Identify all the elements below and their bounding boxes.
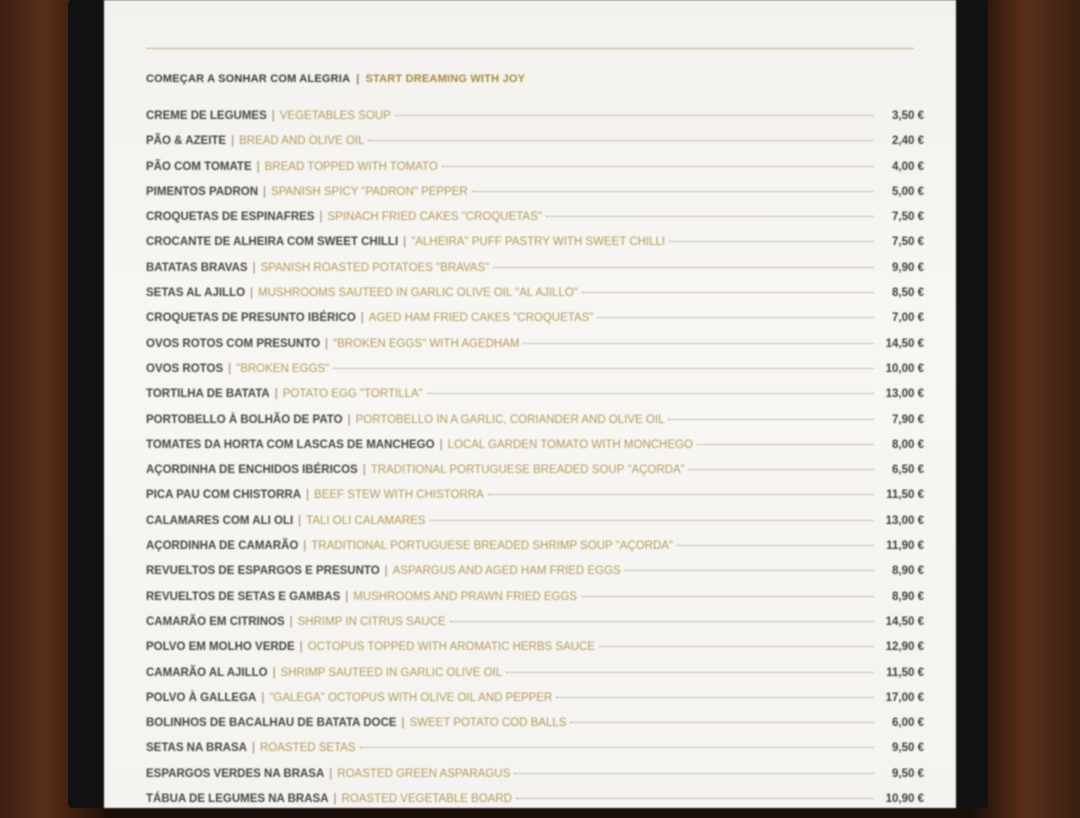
item-price: 7,90 €	[892, 413, 924, 426]
item-separator: |	[362, 464, 366, 477]
item-name-en: VEGETABLES SOUP	[279, 110, 391, 122]
item-name-en: "GALEGA" OCTOPUS WITH OLIVE OIL AND PEPPER	[269, 691, 553, 704]
item-name-en: ROASTED VEGETABLE BOARD	[341, 793, 512, 806]
item-price: 17,00 €	[885, 691, 924, 704]
item-price: 11,50 €	[886, 489, 924, 502]
item-name-pt: PÃO & AZEITE	[146, 135, 227, 148]
item-name-pt: CAMARÃO EM CITRINOS	[146, 615, 285, 628]
item-separator: |	[360, 312, 364, 325]
dot-leader	[523, 343, 874, 344]
item-name-en: ROASTED GREEN ASPARAGUS	[337, 767, 511, 780]
item-name-pt: PORTOBELLO À BOLHÃO DE PATO	[146, 413, 343, 426]
item-price: 7,00 €	[892, 312, 924, 325]
item-name-pt: ESPARGOS VERDES NA BRASA	[146, 767, 325, 780]
item-price: 4,00 €	[892, 160, 924, 173]
item-price: 8,50 €	[892, 287, 924, 300]
item-price: 3,50 €	[892, 110, 924, 122]
menu-item	[146, 591, 924, 616]
item-name-pt: CAMARÃO AL AJILLO	[146, 666, 268, 679]
item-name-en: POTATO EGG "TORTILLA"	[282, 388, 423, 401]
item-name-en: "ALHEIRA" PUFF PASTRY WITH SWEET CHILLI	[411, 236, 666, 249]
menu-item	[146, 338, 924, 363]
dot-leader	[493, 267, 874, 268]
dot-leader	[689, 469, 874, 470]
dot-leader	[442, 166, 874, 167]
menu-item	[146, 186, 924, 211]
menu-item	[146, 312, 924, 337]
menu-item	[146, 363, 924, 388]
section-heading-pt: COMEÇAR A SONHAR COM ALEGRIA	[146, 73, 351, 85]
item-price: 9,50 €	[892, 767, 924, 780]
item-separator: |	[274, 388, 278, 401]
divider-line	[146, 48, 914, 49]
item-name-en: LOCAL GARDEN TOMATO WITH MONCHEGO	[447, 438, 693, 451]
item-name-en: BREAD TOPPED WITH TOMATO	[264, 160, 438, 173]
item-name-en: PORTOBELLO IN A GARLIC, CORIANDER AND OLIVE OIL	[355, 413, 665, 426]
item-separator: |	[231, 135, 235, 148]
menu-item	[146, 414, 924, 439]
item-name-pt: TOMATES DA HORTA COM LASCAS DE MANCHEGO	[146, 438, 435, 451]
item-name-pt: REVUELTOS DE ESPARGOS E PRESUNTO	[146, 565, 380, 578]
menu-item	[146, 161, 924, 186]
menu-item	[146, 236, 924, 261]
item-separator: |	[345, 590, 349, 603]
item-separator: |	[403, 236, 407, 249]
item-price: 8,00 €	[892, 438, 924, 451]
dot-leader	[581, 596, 874, 597]
item-name-pt: PÃO COM TOMATE	[146, 160, 252, 173]
item-name-pt: BOLINHOS DE BACALHAU DE BATATA DOCE	[146, 717, 397, 730]
item-name-pt: AÇORDINHA DE CAMARÃO	[146, 540, 299, 553]
dot-leader	[599, 646, 874, 647]
dot-leader	[450, 621, 874, 622]
item-price: 7,50 €	[892, 236, 924, 249]
dot-leader	[506, 672, 874, 673]
item-separator: |	[256, 160, 260, 173]
item-name-pt: CROQUETAS DE ESPINAFRES	[146, 211, 315, 224]
item-price: 13,00 €	[885, 388, 924, 401]
menu-item	[146, 692, 924, 717]
item-name-en: BEEF STEW WITH CHISTORRA	[314, 489, 484, 502]
item-price: 7,50 €	[892, 211, 924, 224]
menu-item-list	[146, 110, 924, 818]
item-price: 8,90 €	[892, 565, 924, 578]
item-name-en: BREAD AND OLIVE OIL	[239, 135, 365, 148]
item-price: 11,90 €	[886, 540, 924, 553]
item-price: 9,50 €	[892, 742, 924, 755]
menu-item	[146, 464, 924, 489]
menu-item	[146, 262, 924, 287]
item-separator: |	[289, 615, 293, 628]
item-name-pt: PICA PAU COM CHISTORRA	[146, 489, 302, 502]
dot-leader	[395, 115, 874, 116]
item-separator: |	[271, 110, 275, 122]
item-separator: |	[261, 691, 265, 704]
menu-item	[146, 439, 924, 464]
item-name-pt: AÇORDINHA DE ENCHIDOS IBÉRICOS	[146, 464, 358, 477]
item-name-en: SHRIMP SAUTEED IN GARLIC OLIVE OIL	[280, 666, 503, 679]
item-name-pt: OVOS ROTOS	[146, 362, 224, 375]
heading-separator: |	[356, 73, 360, 85]
item-price: 10,90 €	[885, 793, 924, 806]
item-name-en: SPANISH SPICY "PADRON" PEPPER	[271, 185, 468, 198]
item-separator: |	[251, 742, 255, 755]
item-price: 10,00 €	[885, 362, 924, 375]
item-name-en: MUSHROOMS AND PRAWN FRIED EGGS	[353, 590, 578, 603]
item-name-en: SPINACH FRIED CAKES "CROQUETAS"	[327, 211, 542, 224]
item-price: 13,00 €	[885, 514, 924, 527]
item-name-pt: CALAMARES COM ALI OLI	[146, 514, 294, 527]
menu-item	[146, 793, 924, 818]
item-separator: |	[252, 261, 256, 274]
menu-item	[146, 540, 924, 565]
item-separator: |	[325, 337, 329, 350]
item-separator: |	[439, 438, 443, 451]
item-price: 14,50 €	[885, 615, 924, 628]
item-name-pt: TORTILHA DE BATATA	[146, 388, 270, 401]
dot-leader	[368, 140, 874, 141]
item-separator: |	[384, 565, 388, 578]
item-name-en: SWEET POTATO COD BALLS	[409, 717, 567, 730]
item-name-en: OCTOPUS TOPPED WITH AROMATIC HERBS SAUCE	[307, 641, 596, 654]
item-name-en: MUSHROOMS SAUTEED IN GARLIC OLIVE OIL "AL AJILLO"	[258, 287, 578, 300]
item-price: 6,50 €	[892, 464, 924, 477]
item-price: 6,00 €	[892, 717, 924, 730]
menu-item	[146, 768, 924, 793]
dot-leader	[333, 368, 874, 369]
menu-item	[146, 135, 924, 160]
item-name-pt: TÁBUA DE LEGUMES NA BRASA	[146, 793, 329, 806]
item-name-pt: PIMENTOS PADRON	[146, 185, 259, 198]
item-name-en: TALI OLI CALAMARES	[306, 514, 426, 527]
item-name-en: AGED HAM FRIED CAKES "CROQUETAS"	[368, 312, 594, 325]
item-name-pt: CROQUETAS DE PRESUNTO IBÉRICO	[146, 312, 356, 325]
menu-item	[146, 287, 924, 312]
item-name-pt: BATATAS BRAVAS	[146, 261, 248, 274]
dot-leader	[472, 191, 874, 192]
dot-leader	[556, 697, 874, 698]
item-name-pt: OVOS ROTOS COM PRESUNTO	[146, 337, 321, 350]
item-name-en: TRADITIONAL PORTUGUESE BREADED SHRIMP SOUP "AÇORDA"	[311, 540, 674, 553]
item-separator: |	[263, 185, 267, 198]
dot-leader	[516, 798, 874, 799]
item-separator: |	[272, 666, 276, 679]
item-separator: |	[329, 767, 333, 780]
dot-leader	[546, 216, 874, 217]
item-price: 5,00 €	[892, 185, 924, 198]
item-name-pt: CREME DE LEGUMES	[146, 110, 267, 122]
dot-leader	[625, 570, 874, 571]
item-name-en: SPANISH ROASTED POTATOES "BRAVAS"	[260, 261, 490, 274]
item-separator: |	[333, 793, 337, 806]
menu-page	[104, 0, 956, 808]
dot-leader	[697, 444, 874, 445]
menu-item	[146, 565, 924, 590]
menu-item	[146, 742, 924, 767]
dot-leader	[597, 317, 874, 318]
dot-leader	[677, 545, 874, 546]
item-separator: |	[298, 514, 302, 527]
item-name-en: ASPARGUS AND AGED HAM FRIED EGGS	[392, 565, 621, 578]
dot-leader	[360, 747, 874, 748]
dot-leader	[514, 773, 874, 774]
dot-leader	[582, 292, 874, 293]
section-heading-en: START DREAMING WITH JOY	[365, 73, 526, 85]
item-price: 14,50 €	[885, 337, 924, 350]
item-price: 8,90 €	[892, 590, 924, 603]
section-heading	[146, 73, 525, 85]
item-name-en: "BROKEN EGGS" WITH AGEDHAM	[333, 337, 520, 350]
item-name-pt: REVUELTOS DE SETAS E GAMBAS	[146, 590, 341, 603]
menu-item	[146, 211, 924, 236]
item-separator: |	[306, 489, 310, 502]
item-separator: |	[250, 287, 254, 300]
item-name-en: "BROKEN EGGS"	[236, 362, 330, 375]
dot-leader	[570, 722, 874, 723]
item-separator: |	[299, 641, 303, 654]
menu-item	[146, 110, 924, 135]
item-name-pt: CROCANTE DE ALHEIRA COM SWEET CHILLI	[146, 236, 399, 249]
item-separator: |	[319, 211, 323, 224]
item-separator: |	[347, 413, 351, 426]
item-name-pt: SETAS NA BRASA	[146, 742, 247, 755]
item-price: 2,40 €	[892, 135, 924, 148]
dot-leader	[427, 393, 874, 394]
dot-leader	[669, 241, 874, 242]
menu-item	[146, 515, 924, 540]
item-name-pt: POLVO À GALLEGA	[146, 691, 257, 704]
menu-item	[146, 388, 924, 413]
item-price: 11,50 €	[886, 666, 924, 679]
menu-item	[146, 717, 924, 742]
dot-leader	[668, 419, 874, 420]
menu-item	[146, 641, 924, 666]
dot-leader	[429, 520, 874, 521]
menu-item	[146, 616, 924, 641]
item-name-pt: POLVO EM MOLHO VERDE	[146, 641, 295, 654]
item-separator: |	[303, 540, 307, 553]
item-price: 12,90 €	[885, 641, 924, 654]
item-separator: |	[401, 717, 405, 730]
menu-item	[146, 667, 924, 692]
item-name-en: ROASTED SETAS	[259, 742, 356, 755]
dot-leader	[488, 494, 874, 495]
item-name-en: TRADITIONAL PORTUGUESE BREADED SOUP "AÇORDA"	[370, 464, 685, 477]
item-name-en: SHRIMP IN CITRUS SAUCE	[297, 615, 446, 628]
item-separator: |	[228, 362, 232, 375]
menu-item	[146, 489, 924, 514]
item-price: 9,90 €	[892, 261, 924, 274]
item-name-pt: SETAS AL AJILLO	[146, 287, 246, 300]
